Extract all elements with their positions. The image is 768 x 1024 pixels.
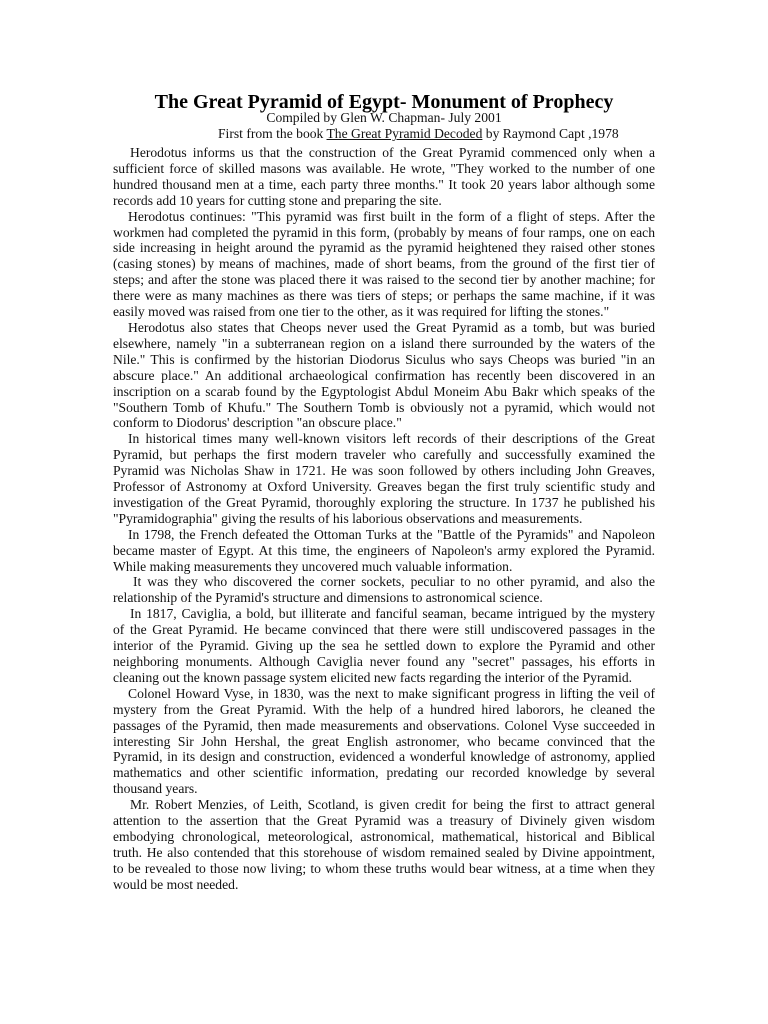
paragraph-line: Herodotus continues: "This pyramid was first built in the form of a flight of steps. After the [128, 208, 655, 224]
paragraph [113, 145, 655, 209]
source-prefix: First from the book [218, 126, 327, 141]
paragraph-line: passages of the Pyramid, then made measurements and observations. Colonel Vyse succeeded in [113, 717, 655, 733]
document-body [113, 145, 655, 893]
paragraph-line: steps; and after the stone was placed there it was raised to the second tier by another machine; for [113, 272, 655, 288]
paragraph-line: thousand years. [113, 781, 198, 797]
paragraph-line: workmen had completed the pyramid in this form, (probably by means of four ramps, one on each [113, 224, 655, 240]
paragraph-line: of the Great Pyramid. He became convinced that there were still undiscovered passages in the [113, 622, 655, 638]
paragraph-line: sufficient force of skilled masons was available. He wrote, "They worked to the number of one [113, 160, 655, 176]
book-title: The Great Pyramid Decoded [326, 126, 483, 141]
paragraph-line: (casing stones) by means of machines, made of short beams, from the ground of the first tier of [113, 256, 655, 272]
paragraph-line: side increasing in height around the pyramid as the pyramid heightened they raised other stones [113, 240, 655, 256]
paragraph-line: Colonel Howard Vyse, in 1830, was the next to make significant progress in lifting the veil of [128, 685, 655, 701]
paragraph-line: In 1817, Caviglia, a bold, but illiterate and fanciful seaman, became intrigued by the mystery [130, 606, 655, 622]
paragraph [113, 606, 655, 686]
paragraph [113, 320, 655, 431]
paragraph-line: inscription on a scarab found by the Egyptologist Abdul Moneim Abu Bakr which speaks of the [113, 383, 655, 399]
paragraph-line: conform to Diodorus' description "an obscure place." [113, 415, 402, 431]
paragraph-line: investigation of the Great Pyramid, thoroughly exploring the structure. In 1737 he published his [113, 494, 655, 510]
paragraph-line: there were as many machines as there was tiers of steps; or perhaps the same machine, if it was [113, 288, 655, 304]
paragraph-line: Mr. Robert Menzies, of Leith, Scotland, is given credit for being the first to attract general [130, 797, 655, 813]
paragraph-line: Pyramid, in its design and construction, evidenced a wonderful knowledge of astronomy, applied [113, 749, 655, 765]
paragraph-line: relationship of the Pyramid's structure and dimensions to astronomical science. [113, 590, 543, 606]
paragraph-line: cleaning out the known passage system elicited new facts regarding the interior of the Pyramid. [113, 669, 633, 685]
document-title: The Great Pyramid of Egypt- Monument of Prophecy [154, 91, 614, 113]
paragraph-line: records add 10 years for cutting stone and preparing the site. [113, 192, 442, 208]
source-citation [218, 126, 619, 142]
paragraph-line: While making measurements they uncovered much valuable information. [113, 558, 513, 574]
paragraph-line: to be revealed to those now living; to whom these truths would bear witness, at a time when they [113, 860, 655, 876]
paragraph-line: "Southern Tomb of Khufu." The Southern Tomb is obviously not a pyramid, which would not [113, 399, 655, 415]
paragraph-line: elsewhere, namely "in a subterranean region on a island there surrounded by the waters of the [113, 335, 655, 351]
paragraph-line: interior of the Pyramid. Giving up the sea he settled down to explore the Pyramid and other [113, 638, 655, 654]
paragraph-line: would be most needed. [113, 876, 239, 892]
paragraph-line: interesting Sir John Hershal, the great English astronomer, who became convinced that the [113, 733, 655, 749]
paragraph [113, 209, 655, 320]
paragraph-line: mystery from the Great Pyramid. With the help of a hundred hired laborors, he cleaned the [113, 701, 655, 717]
paragraph-line: easily moved was raised from one tier to the other, as it was required for lifting the stones." [113, 304, 610, 320]
paragraph-line: Nile." This is confirmed by the historian Diodorus Siculus who says Cheops was buried "in an [113, 351, 655, 367]
paragraph-line: truth. He also contended that this storehouse of wisdom remained sealed by Divine appointment, [113, 844, 655, 860]
paragraph [113, 797, 655, 892]
paragraph-line: Pyramid, but perhaps the first modern traveler who carefully and successfully examined the [113, 447, 655, 463]
source-suffix: by Raymond Capt ,1978 [482, 126, 619, 141]
paragraph-line: In 1798, the French defeated the Ottoman Turks at the "Battle of the Pyramids" and Napoleon [128, 526, 655, 542]
paragraph-line: mathematics and other scientific information, predating our recorded knowledge by several [113, 765, 655, 781]
paragraph-line: "Pyramidographia" giving the results of his laborious observations and measurements. [113, 510, 583, 526]
paragraph [113, 574, 655, 606]
compiler-byline: Compiled by Glen W. Chapman- July 2001 [266, 110, 502, 125]
paragraph-line: Pyramid was Nicholas Shaw in 1721. He was soon followed by others including John Greaves, [113, 463, 655, 479]
paragraph-line: became master of Egypt. At this time, the engineers of Napoleon's army explored the Pyramid. [113, 542, 655, 558]
paragraph [113, 527, 655, 575]
paragraph-line: attention to the assertion that the Great Pyramid was a treasury of Divinely given wisdom [113, 813, 655, 829]
paragraph-line: Herodotus also states that Cheops never used the Great Pyramid as a tomb, but was buried [128, 319, 655, 335]
paragraph-line: In historical times many well-known visitors left records of their descriptions of the Great [128, 431, 655, 447]
paragraph-line: It was they who discovered the corner sockets, peculiar to no other pyramid, and also the [133, 574, 655, 590]
paragraph-line: abscure place." An additional archaeological confirmation has recently been discovered in an [113, 367, 655, 383]
paragraph-line: neighboring monuments. Although Caviglia never found any "secret" passages, his efforts in [113, 654, 655, 669]
paragraph-line: Herodotus informs us that the construction of the Great Pyramid commenced only when a [130, 145, 655, 160]
paragraph-line: Professor of Astronomy at Oxford University. Greaves began the first truly scientific study and [113, 479, 655, 495]
paragraph [113, 431, 655, 526]
paragraph-line: hundred thousand men at a time, each party three months." It took 20 years labor although some [113, 176, 655, 192]
paragraph-line: embodying chronological, meteorological, astronomical, mathematical, historical and Biblical [113, 828, 655, 844]
paragraph [113, 686, 655, 797]
